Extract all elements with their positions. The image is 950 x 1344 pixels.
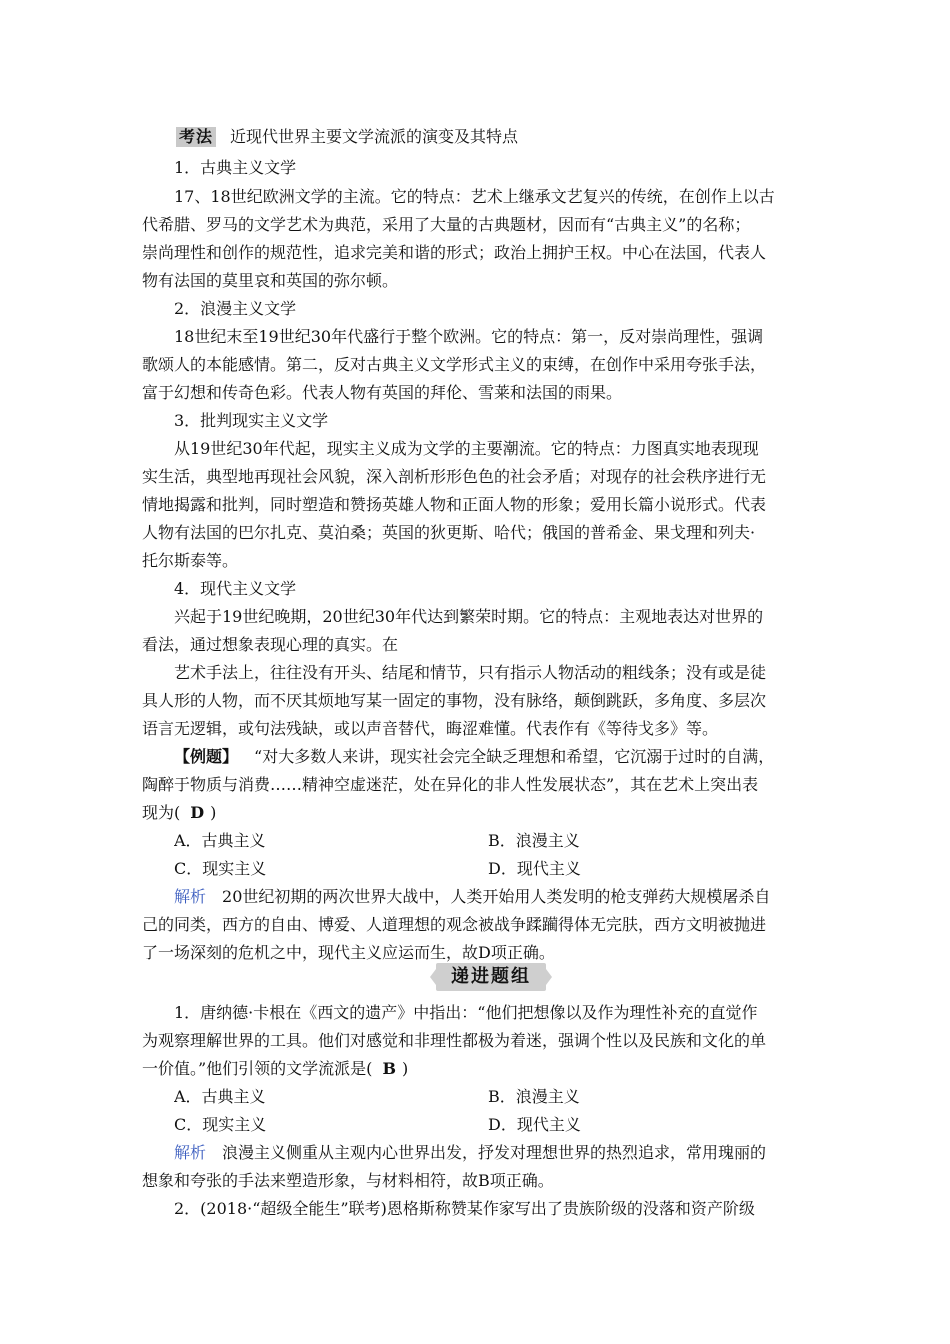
paragraph-line: 看法，通过想象表现心理的真实。在 [142, 635, 399, 654]
question-line: 为观察理解世界的工具。他们对感觉和非理性都极为着迷，强调个性以及民族和文化的单 [142, 1031, 767, 1050]
section-heading [176, 127, 856, 147]
paragraph-line: 代希腊、罗马的文学艺术为典范，采用了大量的古典题材，因而有“古典主义”的名称； [142, 215, 751, 234]
section-heading-title: 近现代世界主要文学流派的演变及其特点 [230, 127, 519, 146]
example-question-line: 陶醉于物质与消费……精神空虚迷茫，处在异化的非人性发展状态”，其在艺术上突出表 [142, 775, 759, 794]
option-d: D．现代主义 [488, 1115, 581, 1134]
example-text: 现为( [142, 803, 181, 822]
paragraph-line: 富于幻想和传奇色彩。代表人物有英国的拜伦、雪莱和法国的雨果。 [142, 383, 623, 402]
paragraph-line: 情地揭露和批判，同时塑造和赞扬英雄人物和正面人物的形象；爱用长篇小说形式。代表 [142, 495, 767, 514]
paragraph-line: 语言无逻辑，或句法残缺，或以声音替代，晦涩难懂。代表作有《等待戈多》等。 [142, 719, 719, 738]
paragraph-line: 崇尚理性和创作的规范性，追求完美和谐的形式；政治上拥护王权。中心在法国，代表人 [142, 243, 767, 262]
analysis-line: 想象和夸张的手法来塑造形象，与材料相符，故B项正确。 [142, 1171, 554, 1190]
paragraph-line: 歌颂人的本能感情。第二，反对古典主义文学形式主义的束缚，在创作中采用夸张手法， [142, 355, 767, 374]
subsection-title: 1．古典主义文学 [174, 158, 297, 177]
example-question-line [174, 747, 822, 767]
option-d: D．现代主义 [488, 859, 581, 878]
option-a: A．古典主义 [174, 831, 266, 850]
paragraph-line: 兴起于19世纪晚期，20世纪30年代达到繁荣时期。它的特点：主观地表达对世界的 [174, 607, 764, 626]
paragraph-line: 18世纪末至19世纪30年代盛行于整个欧洲。它的特点：第一，反对崇尚理性，强调 [174, 327, 764, 346]
analysis-text: 浪漫主义侧重从主观内心世界出发，抒发对理想世界的热烈追求，常用瑰丽的 [222, 1143, 767, 1162]
kaofa-tag: 考法 [176, 127, 216, 147]
option-b: B．浪漫主义 [488, 831, 580, 850]
question-line: 2．(2018·“超级全能生”联考)恩格斯称赞某作家写出了贵族阶级的没落和资产阶级 [174, 1199, 755, 1218]
option-c: C．现实主义 [174, 859, 267, 878]
paragraph-line: 具人形的人物，而不厌其烦地写某一固定的事物，没有脉络，颠倒跳跃，多角度、多层次 [142, 691, 767, 710]
analysis-label: 解析 [174, 887, 207, 906]
analysis-text: 20世纪初期的两次世界大战中，人类开始用人类发明的枪支弹药大规模屠杀自 [222, 887, 771, 906]
close-paren: ) [210, 803, 217, 822]
paragraph-line: 从19世纪30年代起，现实主义成为文学的主要潮流。它的特点：力图真实地表现现 [174, 439, 759, 458]
subsection-title: 4．现代主义文学 [174, 579, 297, 598]
paragraph-line: 人物有法国的巴尔扎克、莫泊桑；英国的狄更斯、哈代；俄国的普希金、果戈理和列夫· [142, 523, 756, 542]
question-line [142, 1059, 822, 1079]
analysis-line [174, 887, 822, 907]
subsection-title: 3．批判现实主义文学 [174, 411, 329, 430]
analysis-line: 己的同类，西方的自由、博爱、人道理想的观念被战争蹂躏得体无完肤，西方文明被抛进 [142, 915, 767, 934]
option-a: A．古典主义 [174, 1087, 266, 1106]
answer-letter: D [190, 803, 205, 822]
question-line: 1．唐纳德·卡根在《西文的遗产》中指出：“他们把想像以及作为理性补充的直觉作 [174, 1003, 758, 1022]
analysis-label: 解析 [174, 1143, 207, 1162]
question-text: 一价值。”他们引领的文学流派是( [142, 1059, 373, 1078]
subsection-title: 2．浪漫主义文学 [174, 299, 297, 318]
option-c: C．现实主义 [174, 1115, 267, 1134]
example-text: “对大多数人来讲，现实社会完全缺乏理想和希望，它沉溺于过时的自满， [254, 747, 775, 766]
close-paren: ) [401, 1059, 409, 1078]
paragraph-line: 17、18世纪欧洲文学的主流。它的特点：艺术上继承文艺复兴的传统，在创作上以古 [174, 187, 775, 206]
example-label: 【例题】 [174, 747, 239, 766]
paragraph-line: 物有法国的莫里哀和英国的弥尔顿。 [142, 271, 399, 290]
progressive-questions-banner: 递进题组 [436, 963, 546, 991]
example-question-line [142, 803, 822, 823]
analysis-line: 了一场深刻的危机之中，现代主义应运而生，故D项正确。 [142, 943, 555, 962]
paragraph-line: 实生活，典型地再现社会风貌，深入剖析形形色色的社会矛盾；对现存的社会秩序进行无 [142, 467, 767, 486]
answer-letter: B [382, 1059, 396, 1078]
paragraph-line: 艺术手法上，往往没有开头、结尾和情节，只有指示人物活动的粗线条；没有或是徒 [174, 663, 767, 682]
option-b: B．浪漫主义 [488, 1087, 580, 1106]
analysis-line [174, 1143, 822, 1163]
paragraph-line: 托尔斯泰等。 [142, 551, 239, 570]
